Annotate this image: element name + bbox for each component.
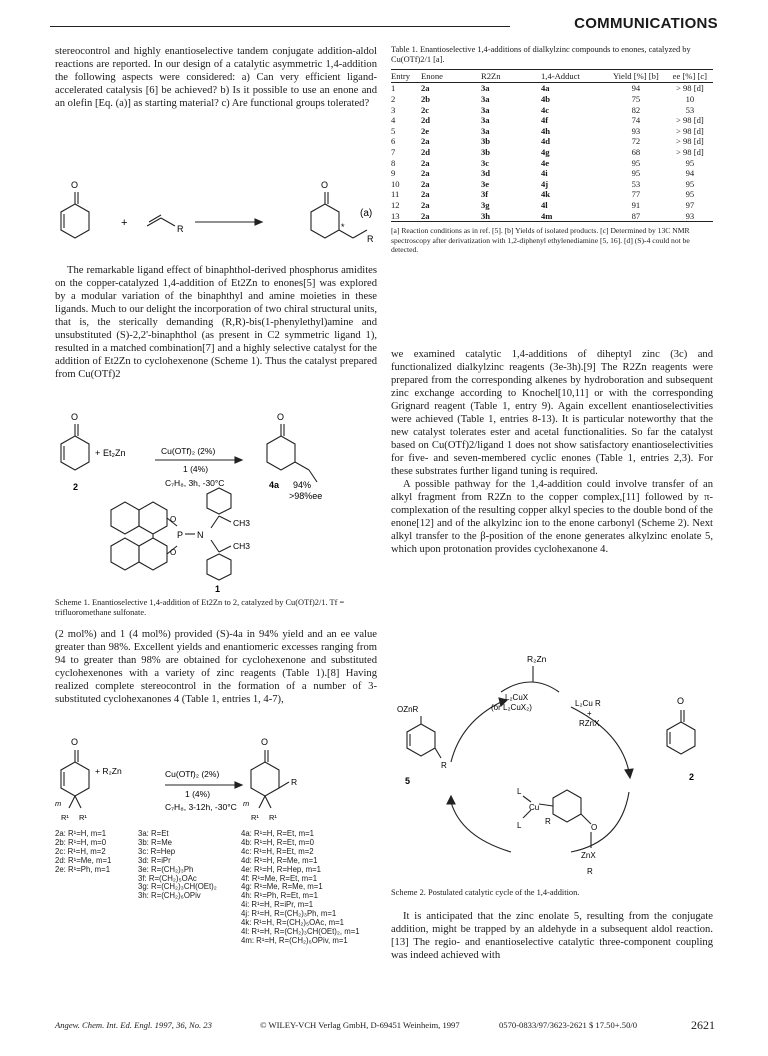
cell: > 98 [d] — [675, 125, 704, 136]
left-column-results — [55, 628, 377, 706]
general-scheme — [55, 730, 380, 828]
table-row — [391, 126, 713, 137]
oxygen-label: O — [261, 737, 269, 747]
cell: 4h — [541, 125, 551, 136]
ligand-condition: 1 (4%) — [183, 464, 209, 474]
scheme-1 — [55, 410, 380, 595]
table-row — [391, 147, 713, 158]
legend-item: 3d: R=iPr — [138, 855, 171, 865]
cell: 4j — [541, 178, 549, 189]
cell: 13 — [391, 211, 421, 222]
compound-label: 5 — [405, 776, 411, 786]
cell: 4l — [541, 199, 548, 210]
table-row — [391, 94, 713, 105]
column-header: Enone — [421, 69, 481, 83]
cell: 2 — [391, 94, 396, 104]
reagent-label: Et₂Zn — [103, 448, 126, 458]
results-table — [391, 69, 713, 222]
cell: 77 — [631, 189, 641, 200]
catalyst-condition: Cu(OTf)₂ (2%) — [165, 769, 220, 779]
cell: 7 — [391, 146, 396, 157]
oxygen-label: O — [170, 515, 177, 524]
oxygen-label: O — [170, 548, 177, 557]
equation-a — [55, 176, 380, 258]
legend-item: 3c: R=Hep — [138, 846, 176, 856]
compound-label: 2 — [689, 772, 695, 782]
legend-item: 4b: R¹=H, R=Et, m=0 — [241, 837, 315, 847]
oxygen-label: O — [277, 412, 285, 422]
solvent-condition: C₇H₈, 3h, -30°C — [165, 478, 225, 488]
publisher-line: © WILEY-VCH Verlag GmbH, D-69451 Weinheim, 1997 — [260, 1020, 460, 1030]
legend-item: 2b: R¹=H, m=0 — [55, 837, 107, 847]
table-row — [391, 179, 713, 190]
solvent-condition: C₇H₈, 3-12h, -30°C — [165, 802, 237, 812]
cell: 3a — [481, 125, 490, 136]
oxygen-label: O — [677, 696, 685, 706]
stereo-star: * — [341, 222, 345, 232]
zinc-label: ZnX — [581, 851, 596, 860]
cell: 12 — [391, 199, 400, 210]
legend-item: 4e: R¹=H, R=Hep, m=1 — [241, 864, 321, 874]
cell: 3e — [481, 178, 490, 189]
oxygen-label: O — [321, 180, 329, 190]
copper-label: Cu — [529, 803, 540, 812]
page-number: 2621 — [691, 1018, 715, 1032]
table-row — [391, 136, 713, 147]
header-rule — [50, 26, 510, 27]
section-title: COMMUNICATIONS — [574, 15, 718, 32]
cell: 2a — [421, 178, 430, 189]
cell: 97 — [685, 199, 695, 210]
cell: 2c — [421, 104, 430, 115]
legend-item: 4f: R¹=Me, R=Et, m=1 — [241, 873, 318, 883]
methyl-label: CH3 — [233, 541, 251, 551]
equation-number: (a) — [360, 208, 373, 219]
reagent-legend — [138, 830, 217, 901]
catalyst-label: L₂CuX — [505, 693, 529, 702]
paragraph: we examined catalytic 1,4-additions of diheptyl zinc (3c) and functionalized dialkylzinc reagents (3e-3h).[9] The R2Zn reagents were prepared from the corresponding alkenes by hydroboration and subsequent zinc exchange according to Knochel[10,11] or with the corresponding Grignard reagent (Table 1, entry 9). Again excellent enantioselectivities were achieved (Table 1, entries 8-13). It is particular noteworthy that the new catalyst tolerates ester and acetal functionalities. So far the catalyst based on Cu(OTf)2/ligand 1 does not show satisfactory enantioselectivities for five- and seven-membered cyclic enones (Table 1, entries 2,3). For these substrates further ligand tuning is required. — [391, 349, 713, 477]
cell: 6 — [391, 136, 396, 147]
r-label: R — [545, 817, 551, 826]
table-row — [391, 168, 713, 179]
scheme-2 — [391, 652, 716, 880]
legend-item: 4j: R¹=H, R=(CH₂)₃Ph, m=1 — [241, 909, 337, 919]
legend-item: 3g: R=(CH₂)₃CH(OEt)₂ — [138, 882, 217, 892]
cell: 68 — [631, 146, 641, 157]
table-row — [391, 83, 713, 94]
legend-item: 4l: R¹=H, R=(CH₂)₃CH(OEt)₂, m=1 — [241, 926, 360, 936]
table-footnote: [a] Reaction conditions as in ref. [5]. [b] Yields of isolated products. [c] Determined by 13C NMR spectroscopy after derivatization with 1,2-diphenyl ethylenediamine [5, 16]. [d] (S)-4 could not be detected. — [391, 226, 690, 254]
ring-size-label: m — [243, 799, 250, 808]
cell: > 98 [d] — [675, 146, 704, 157]
table-row — [391, 211, 713, 222]
cell: 91 — [631, 199, 641, 210]
cell: 3h — [481, 211, 541, 222]
table-header-row — [391, 69, 713, 83]
cell: 3 — [391, 104, 396, 115]
substituent-label: R¹ — [79, 813, 87, 822]
enone-legend — [55, 830, 111, 875]
legend-item: 4m: R¹=H, R=(CH₂)₆OPiv, m=1 — [241, 935, 348, 945]
ligand-label: 1 — [215, 584, 221, 594]
substituent-label: R¹ — [61, 813, 69, 822]
compound-label: 2 — [73, 482, 79, 492]
ligand-condition: 1 (4%) — [185, 789, 211, 799]
legend-item: 2d: R¹=Me, m=1 — [55, 855, 112, 865]
scheme-2-caption: Scheme 2. Postulated catalytic cycle of the 1,4-addition. — [391, 888, 580, 897]
cell: 2a — [421, 211, 481, 222]
ligand-label: L — [517, 821, 522, 830]
cell: 3b — [481, 136, 491, 147]
cell: 3a — [481, 104, 490, 115]
cell: 95 — [631, 168, 641, 179]
table-row — [391, 105, 713, 116]
article-code: 0570-0833/97/3623-2621 $ 17.50+.50/0 — [499, 1020, 638, 1030]
column-header: ee [%] [c] — [667, 69, 713, 83]
cell: 4f — [541, 115, 549, 126]
oxygen-label: O — [591, 823, 598, 832]
phosphorus-label: P — [177, 530, 184, 540]
plus-sign: + — [587, 709, 592, 718]
right-column-outlook — [391, 910, 713, 962]
legend-item: 4h: R¹=Ph, R=Et, m=1 — [241, 891, 318, 901]
cell: 4a — [541, 83, 550, 94]
cell: 75 — [631, 94, 641, 104]
paragraph: It is anticipated that the zinc enolate 5, resulting from the conjugate addition, might be trapped by an aldehyde in a subsequent aldol reaction.[13] The regio- and enantioselective catalytic three-component coupling was indeed achieved with — [391, 911, 713, 961]
cell: 2a — [421, 83, 430, 94]
cell: 4 — [391, 115, 396, 126]
cell: 3d — [481, 168, 491, 179]
cell: 93 — [667, 211, 713, 222]
catalyst-alt-label: (or L₂CuX₂) — [491, 703, 532, 712]
oxygen-label: O — [71, 737, 79, 747]
legend-item: 2e: R¹=Ph, m=1 — [55, 864, 111, 874]
cell: 2a — [421, 136, 430, 147]
table-row — [391, 158, 713, 169]
substituent-label: R¹ — [251, 813, 259, 822]
scheme-1-caption: Scheme 1. Enantioselective 1,4-addition of Et2Zn to 2, catalyzed by Cu(OTf)2/1. Tf = trifluoromethane sulfonate. — [55, 598, 345, 618]
legend-item: 4i: R¹=H, R=iPr, m=1 — [241, 900, 314, 910]
cell: 3g — [481, 199, 490, 210]
left-column-ligand — [55, 264, 377, 381]
legend-item: 4g: R¹=Me, R=Me, m=1 — [241, 882, 323, 892]
paragraph: stereocontrol and highly enantioselective tandem conjugate addition-aldol reactions are reported. In our design of a catalytic asymmetric 1,4-addition the following aspects were considered: a) Can very efficient ligand-accelerated catalysis [6] be achieved? b) Is it possible to use an enone and an olefin [Eq. (a)] as starting material? c) Are functional groups tolerated? — [55, 46, 377, 109]
cell: 74 — [631, 115, 641, 126]
ring-size-label: m — [55, 799, 62, 808]
r-label: R — [177, 224, 184, 234]
compound-label: 4a — [269, 480, 280, 490]
cell: 4m — [541, 211, 605, 222]
legend-item: 4k: R¹=H, R=(CH₂)₅OAc, m=1 — [241, 918, 344, 928]
legend-item: 2c: R¹=H, m=2 — [55, 846, 106, 856]
cell: 8 — [391, 157, 396, 168]
legend-item: 4a: R¹=H, R=Et, m=1 — [241, 829, 315, 838]
reagent-label: R₂Zn — [527, 654, 547, 664]
cell: 94 — [631, 83, 641, 94]
cell: > 98 [d] — [675, 115, 704, 126]
enolate-label: OZnR — [397, 705, 419, 714]
cell: 53 — [685, 104, 695, 115]
cell: 11 — [391, 189, 400, 200]
table-title: Table 1. Enantioselective 1,4-additions of dialkylzinc compounds to enones, catalyzed by Cu(OTf)2/1 [a]. — [391, 45, 691, 65]
cell: 95 — [631, 157, 641, 168]
journal-citation: Angew. Chem. Int. Ed. Engl. 1997, 36, No. 23 — [55, 1020, 212, 1030]
cell: 2a — [421, 168, 430, 179]
cell: 2a — [421, 157, 430, 168]
plus-sign: + — [121, 217, 128, 229]
cell: 3a — [481, 115, 490, 126]
cell: 3f — [481, 189, 489, 200]
cell: 4e — [541, 157, 550, 168]
column-header: R2Zn — [481, 69, 541, 83]
paragraph: The remarkable ligand effect of binaphthol-derived phosphorus amidites on the copper-catalyzed 1,4-addition of Et2Zn to enones[5] was explored by a modular variation of the binaphthyl and amine moieties in these ligands. Much to our delight the incorporation of two chiral structural units, that is, the sterically demanding (R,R)-bis(1-phenylethyl)amine and unsubstituted (S)-2,2'-binaphthol (as present in C2 symmetric ligand 1), resulted in a matched combination[7] and a highly selective catalyst for the addition of Et2Zn to cyclohexenone (Scheme 1). Thus the catalyst prepared from Cu(OTf)2 — [55, 265, 377, 380]
cell: 3a — [481, 83, 490, 94]
table-1 — [391, 45, 713, 254]
cell: 93 — [631, 125, 641, 136]
cell: 5 — [391, 125, 396, 136]
column-header: Entry — [391, 69, 421, 83]
legend-item: 2a: R¹=H, m=1 — [55, 829, 107, 838]
cell: 2d — [421, 115, 431, 126]
yield-label: 94% — [293, 480, 312, 490]
cell: 3a — [481, 94, 490, 104]
cell: > 98 [d] — [675, 83, 704, 94]
nitrogen-label: N — [197, 530, 204, 540]
catalyst-condition: Cu(OTf)₂ (2%) — [161, 446, 216, 456]
r-label: R — [441, 761, 447, 770]
cell: 4b — [541, 94, 551, 104]
cuprate-label: L₂Cu R — [575, 699, 601, 708]
cell: 10 — [685, 94, 695, 104]
cell: 4i — [541, 168, 548, 179]
column-header: 1,4-Adduct — [541, 69, 605, 83]
right-column-text — [391, 348, 713, 556]
r-label: R — [367, 234, 374, 244]
cell: > 98 [d] — [675, 136, 704, 147]
cell: 72 — [631, 136, 641, 147]
legend-item: 3a: R=Et — [138, 829, 169, 838]
table-row — [391, 115, 713, 126]
cell: 2a — [421, 189, 430, 200]
r-label: R — [587, 867, 593, 876]
plus-sign: + — [95, 448, 101, 458]
ee-label: >98%ee — [289, 491, 323, 501]
legend-item: 3h: R=(CH₂)₆OPiv — [138, 891, 201, 901]
cell: 4k — [541, 189, 551, 200]
cell: 4d — [541, 136, 551, 147]
legend-item: 4d: R¹=H, R=Me, m=1 — [241, 855, 318, 865]
cell: 3c — [481, 157, 490, 168]
cell: 1 — [391, 83, 396, 94]
column-header: Yield [%] [b] — [605, 69, 667, 83]
paragraph: A possible pathway for the 1,4-addition could involve transfer of an alkyl fragment from R2Zn to the copper complex,[11] followed by π-complexation of the resulting copper alkyl species to the double bond of the enone[12] and of the alkylzinc ion to the enone carbonyl (Scheme 2). Next alkyl transfer to the β-position of the enone generates alkylzinc enolate 5, which upon protonation provides cyclohexanone 4. — [391, 479, 713, 555]
cell: 4c — [541, 104, 550, 115]
cell: 2a — [421, 199, 430, 210]
table-row — [391, 189, 713, 200]
reagent-label: + R₂Zn — [95, 766, 122, 776]
cell: 94 — [685, 168, 695, 179]
ligand-label: L — [517, 787, 522, 796]
cell: 53 — [631, 178, 641, 189]
legend-item: 4c: R¹=H, R=Et, m=2 — [241, 846, 314, 856]
r-label: R — [291, 777, 298, 787]
cell: 4g — [541, 146, 550, 157]
cell: 95 — [685, 157, 695, 168]
byproduct-label: RZnX — [579, 719, 600, 728]
left-column-intro — [55, 45, 377, 110]
cell: 95 — [685, 189, 695, 200]
cell: 2b — [421, 94, 431, 104]
cell: 95 — [685, 178, 695, 189]
cell: 2d — [421, 146, 431, 157]
substituent-label: R¹ — [269, 813, 277, 822]
table-row — [391, 200, 713, 211]
oxygen-label: O — [71, 180, 79, 190]
methyl-label: CH3 — [233, 518, 251, 528]
adduct-legend — [241, 830, 360, 946]
cell: 9 — [391, 168, 396, 179]
paragraph: (2 mol%) and 1 (4 mol%) provided (S)-4a in 94% yield and an ee value greater than 98%. Excellent yields and enantiomeric excesses ranging from 94 to greater than 98% are obtained for cyclohexenone and substituted cyclohexenones with a variety of zinc reagents (Table 1).[8] Having realized complete stereocontrol in the formation of a number of 3-substituted cyclohexanones 4 (Table 1, entries 1, 4-7), — [55, 629, 377, 705]
cell: 3b — [481, 146, 491, 157]
oxygen-label: O — [71, 412, 79, 422]
cell: 82 — [631, 104, 641, 115]
cell: 10 — [391, 178, 400, 189]
cell: 87 — [605, 211, 667, 222]
legend-item: 3e: R=(CH₂)₃Ph — [138, 864, 194, 874]
cell: 2e — [421, 125, 430, 136]
legend-item: 3b: R=Me — [138, 837, 173, 847]
legend-item: 3f: R=(CH₂)₅OAc — [138, 873, 197, 883]
